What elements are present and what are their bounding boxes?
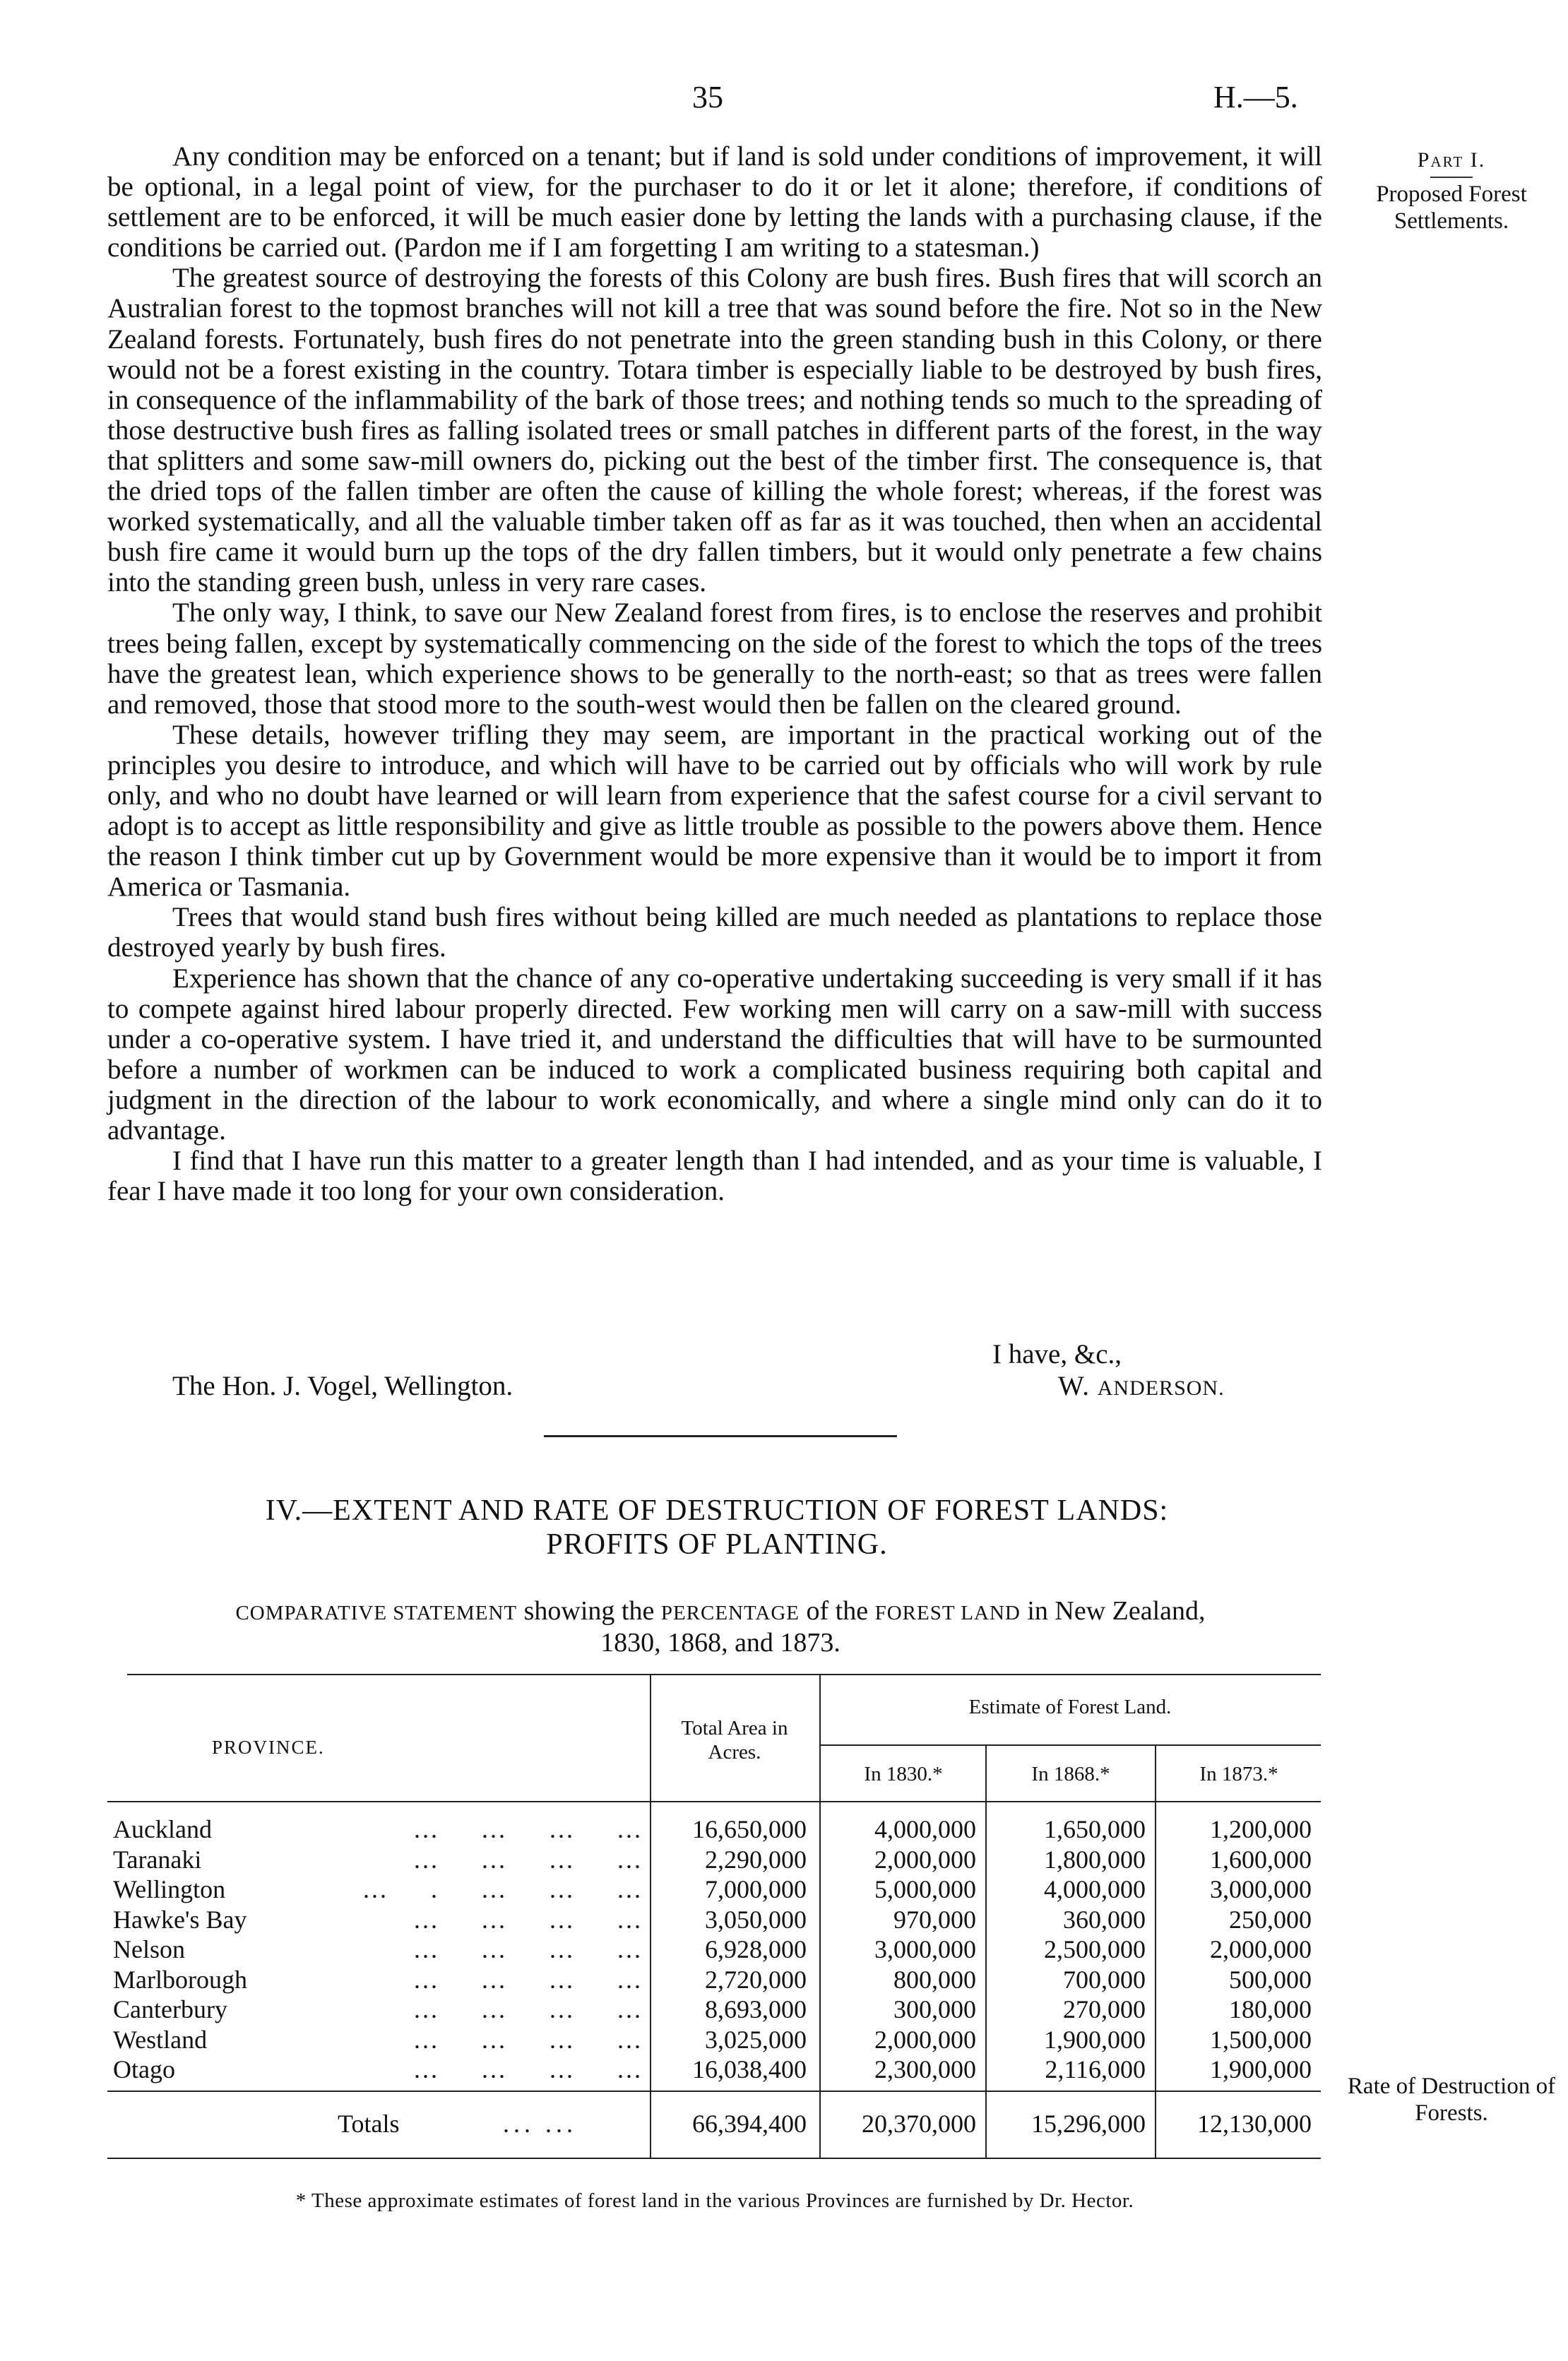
margin-note-settlements: Proposed Forest Settlements. (1376, 182, 1527, 234)
caption-years: 1830, 1868, and 1873. (600, 1628, 841, 1658)
row-total: 2,720,000 (705, 1965, 807, 1994)
row-1873: 2,000,000 (1210, 1935, 1312, 1963)
caption-forest-land: FOREST LAND (874, 1602, 1021, 1624)
row-total: 7,000,000 (705, 1875, 807, 1903)
row-1873: 250,000 (1229, 1905, 1312, 1934)
totals-1830: 20,370,000 (862, 2110, 976, 2138)
header-1868: In 1868.* (1031, 1763, 1110, 1785)
row-1873: 1,900,000 (1210, 2055, 1312, 2083)
row-province: Otago (113, 2055, 175, 2083)
signatory-surname: ANDERSON. (1097, 1376, 1225, 1400)
row-1873: 500,000 (1229, 1965, 1312, 1994)
table-caption (127, 1596, 1314, 1658)
caption-comparative: COMPARATIVE STATEMENT (235, 1602, 518, 1624)
row-1873: 1,600,000 (1210, 1845, 1312, 1874)
row-leader: ... ... ... ... (414, 2025, 643, 2054)
paragraph: Experience has shown that the chance of any co-operative undertaking succeeding is very small if it has to compete against hired labour properly directed. Few working men will carry on a saw-mill with success under a co-operative system. I have tried it, and understand the difficulties that will have to be surmounted before a number of workmen can be induced to work a complicated business requiring both capital and judgment in the direction of the labour to work economically, and where a single mind only can do it to advantage. (107, 963, 1322, 1146)
header-estimate: Estimate of Forest Land. (968, 1696, 1172, 1718)
row-total: 16,650,000 (692, 1815, 807, 1843)
section-divider (544, 1435, 897, 1437)
table-col-rule (985, 1746, 987, 2158)
paragraph: The greatest source of destroying the forests of this Colony are bush fires. Bush fires that will scorch an Australian forest to the topmost branches will not kill a tree that was sound before the fire. Not so in the New Zealand forests. Fortunately, bush fires do not penetrate into the green standing bush in this Colony, or there would not be a forest existing in the country. Totara timber is especially liable to be destroyed by bush fires, in consequence of the inflammability of the bark of those trees; and nothing tends so much to the spreading of those destructive bush fires as falling isolated trees or small patches in different parts of the forest, in the way that splitters and some saw-mill owners do, picking out the best of the timber first. The consequence is, that the dried tops of the fallen timber are often the cause of killing the whole forest; whereas, if the forest was worked systematically, and all the valuable timber taken off as far as it was touched, then when an accidental bush fire came it would burn up the tops of the dry fallen timbers, but it would only penetrate a few chains into the standing green bush, unless in very rare cases. (107, 263, 1322, 598)
row-1868: 1,650,000 (1044, 1815, 1146, 1843)
row-1868: 270,000 (1063, 1995, 1146, 2023)
paragraph: Any condition may be enforced on a tenant; but if land is sold under conditions of improvement, it will be optional, in a legal point of view, for the purchaser to do it or let it alone; therefore, if conditions of settlement are to be enforced, it will be much easier done by letting the lands with a purchasing clause, if the conditions be carried out. (Pardon me if I am forgetting I am writing to a statesman.) (107, 141, 1322, 263)
row-province: Wellington (113, 1875, 226, 1903)
row-province: Hawke's Bay (113, 1905, 247, 1934)
row-leader: ... ... ... ... (414, 1965, 643, 1994)
closing: I have, &c., (992, 1339, 1122, 1369)
signatory (1058, 1370, 1225, 1402)
estimate-header-rule (821, 1744, 1321, 1746)
header-1830: In 1830.* (864, 1763, 943, 1785)
row-leader: ... . ... ... ... (363, 1875, 643, 1903)
row-1830: 4,000,000 (874, 1815, 976, 1843)
row-province: Auckland (113, 1815, 212, 1843)
paragraph: The only way, I think, to save our New Zealand forest from fires, is to enclose the reserves and prohibit trees being fallen, except by systematically commencing on the side of the forest to which the tops of the trees have the greatest lean, which experience shows to be generally to the north-east; so that as trees were fallen and removed, those that stood more to the south-west would then be fallen on the cleared ground. (107, 597, 1322, 720)
row-leader: ... ... ... ... (414, 1905, 643, 1934)
section-title-line1: IV.—EXTENT AND RATE OF DESTRUCTION OF FOREST LANDS: (265, 1494, 1169, 1527)
row-province: Westland (113, 2025, 208, 2054)
document-reference: H.—5. (1213, 80, 1298, 114)
caption-text: of the (800, 1596, 875, 1626)
row-1830: 5,000,000 (874, 1875, 976, 1903)
margin-note-rate: Rate of Destruction of Forests. (1347, 2074, 1556, 2126)
row-1868: 700,000 (1063, 1965, 1146, 1994)
row-1830: 300,000 (893, 1995, 976, 2023)
row-1830: 2,000,000 (874, 1845, 976, 1874)
paragraph: Trees that would stand bush fires without being killed are much needed as plantations to replace those destroyed yearly by bush fires. (107, 902, 1322, 963)
row-1868: 1,900,000 (1044, 2025, 1146, 2054)
table-col-rule (1155, 1746, 1156, 2158)
letter-body (107, 141, 1322, 1206)
table-bottom-rule (107, 2158, 1321, 2159)
caption-percentage: PERCENTAGE (660, 1602, 800, 1624)
row-1873: 1,500,000 (1210, 2025, 1312, 2054)
caption-text: showing the (517, 1596, 661, 1626)
header-1873: In 1873.* (1199, 1763, 1278, 1785)
row-total: 16,038,400 (692, 2055, 807, 2083)
row-1830: 3,000,000 (874, 1935, 976, 1963)
section-title (113, 1494, 1321, 1562)
signatory-initial: W. (1058, 1371, 1090, 1401)
row-total: 8,693,000 (705, 1995, 807, 2023)
paragraph: These details, however trifling they may seem, are important in the practical working out of the principles you desire to introduce, and which will have to be carried out by officials who will work by rule only, and who no doubt have learned or will learn from experience that the safest course for a civil servant to adopt is to accept as little responsibility and give as little trouble as possible to the powers above them. Hence the reason I think timber cut up by Government would be more expensive than it would be to import it from America or Tasmania. (107, 719, 1322, 903)
table-col-rule (650, 1675, 651, 2158)
paragraph: I find that I have run this matter to a greater length than I had intended, and as your time is valuable, I fear I have made it too long for your own consideration. (107, 1146, 1322, 1207)
page-number: 35 (692, 80, 723, 114)
section-title-line2: PROFITS OF PLANTING. (546, 1528, 888, 1561)
totals-1873: 12,130,000 (1197, 2110, 1312, 2138)
table-top-rule (127, 1674, 1321, 1675)
row-total: 2,290,000 (705, 1845, 807, 1874)
row-leader: ... ... ... ... (414, 1845, 643, 1874)
caption-text: in New Zealand, (1020, 1596, 1206, 1626)
addressee: The Hon. J. Vogel, Wellington. (172, 1371, 513, 1401)
row-leader: ... ... ... ... (414, 1815, 643, 1843)
row-leader: ... ... ... ... (414, 1995, 643, 2023)
row-1873: 1,200,000 (1210, 1815, 1312, 1843)
row-province: Taranaki (113, 1845, 202, 1874)
footnote: * These approximate estimates of forest land in the various Provinces are furnished by Dr. Hector. (295, 2189, 1134, 2212)
row-province: Nelson (113, 1935, 185, 1963)
table-col-rule (819, 1675, 821, 2158)
row-1873: 3,000,000 (1210, 1875, 1312, 1903)
row-1830: 970,000 (893, 1905, 976, 1934)
row-total: 3,050,000 (705, 1905, 807, 1934)
row-1868: 2,116,000 (1045, 2055, 1146, 2083)
row-1830: 800,000 (893, 1965, 976, 1994)
row-total: 3,025,000 (705, 2025, 807, 2054)
header-province: PROVINCE. (212, 1737, 325, 1758)
row-province: Marlborough (113, 1965, 247, 1994)
table-totals-rule (107, 2091, 1321, 2092)
part-label: Part I. (1417, 148, 1486, 172)
header-total-area: Total Area in Acres. (681, 1717, 788, 1764)
row-leader: ... ... ... ... (414, 2055, 643, 2083)
row-province: Canterbury (113, 1995, 227, 2023)
row-1868: 360,000 (1063, 1905, 1146, 1934)
row-1873: 180,000 (1229, 1995, 1312, 2023)
totals-1868: 15,296,000 (1031, 2110, 1146, 2138)
row-1830: 2,000,000 (874, 2025, 976, 2054)
row-1868: 1,800,000 (1044, 1845, 1146, 1874)
row-1830: 2,300,000 (874, 2055, 976, 2083)
row-leader: ... ... ... ... (414, 1935, 643, 1963)
totals-leader: ... ... (503, 2110, 577, 2138)
margin-rule (1430, 177, 1473, 178)
table-header-rule (107, 1801, 1321, 1802)
totals-total: 66,394,400 (692, 2110, 807, 2138)
totals-label: Totals (338, 2110, 400, 2138)
row-1868: 2,500,000 (1044, 1935, 1146, 1963)
margin-note-top (1342, 147, 1561, 234)
row-total: 6,928,000 (705, 1935, 807, 1963)
row-1868: 4,000,000 (1044, 1875, 1146, 1903)
